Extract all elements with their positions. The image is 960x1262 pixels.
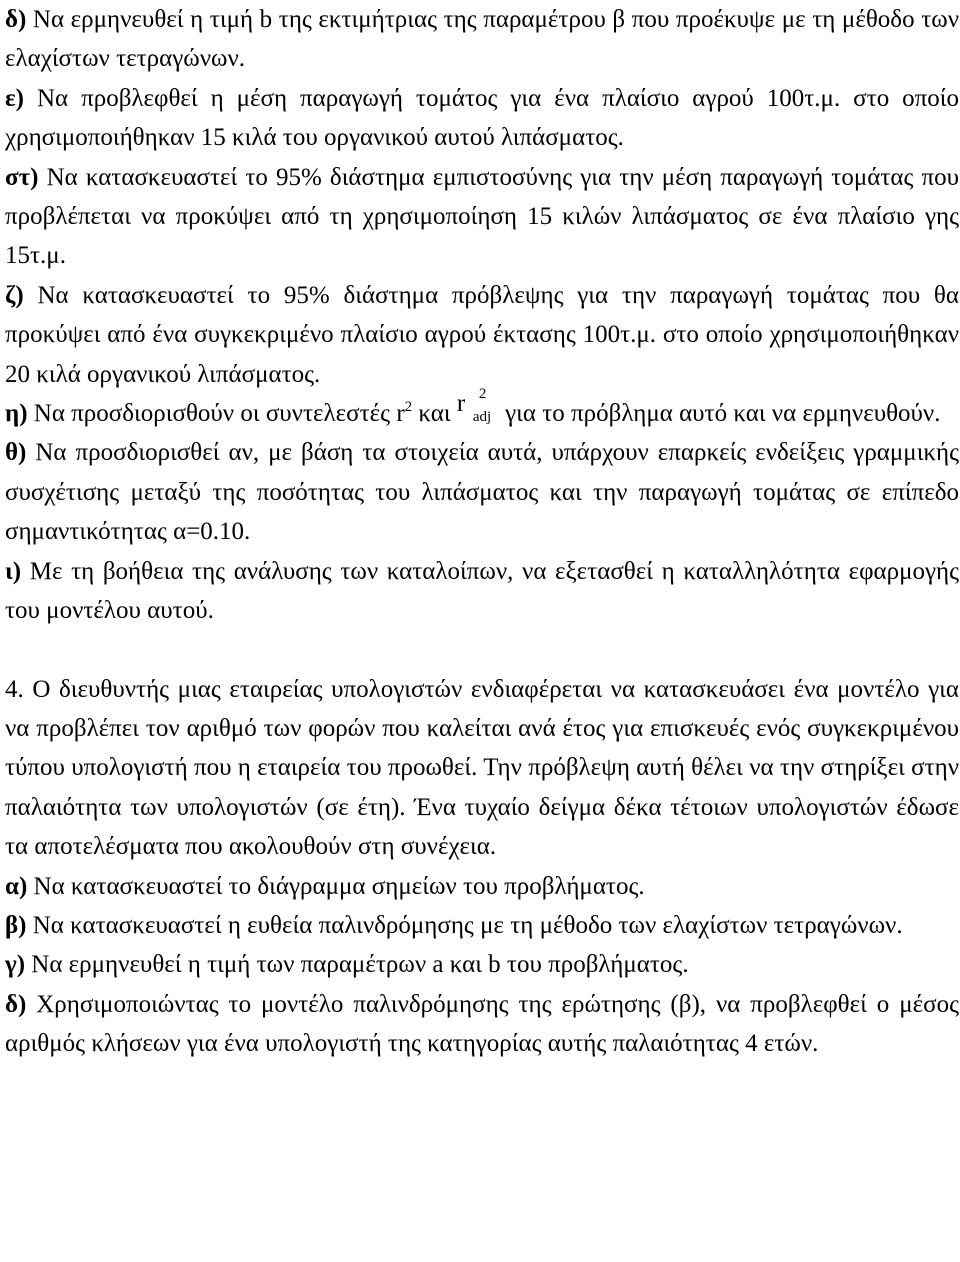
item-epsilon (5, 79, 959, 158)
document-page (5, 0, 959, 1064)
item-label: θ) (5, 439, 27, 467)
item-theta (5, 433, 959, 551)
item-label: α) (5, 872, 28, 900)
item-text: Να προβλεφθεί η μέση παραγωγή τομάτος για ένα πλαίσιο αγρού 100τ.μ. στο οποίο χρησιμοποιήθηκαν 15 κιλά του οργανικού αυτού λιπάσματος. (5, 84, 959, 152)
item-label: στ) (5, 163, 39, 191)
item-text: Να προσδιορισθούν οι συντελεστές (33, 400, 397, 428)
item-label: δ) (5, 6, 27, 33)
item-label: ι) (5, 557, 22, 585)
item-text: Με τη βοήθεια της ανάλυσης των καταλοίπων, να εξετασθεί η καταλληλότητα εφαρμογής του μοντέλου αυτού. (5, 557, 960, 625)
item-st (5, 158, 959, 276)
problem-4-item-delta (5, 985, 959, 1064)
problem-4-intro: 4. Ο διευθυντής μιας εταιρείας υπολογιστών ενδιαφέρεται να κατασκευάσει ένα μοντέλο για να προβλέπει τον αριθμό των φορών που καλείται ανά έτος για επισκευές ενός συγκεκριμένου τύπου υπολογιστή που η εταιρεία του προωθεί. Την πρόβλεψη αυτή θέλει να την στηρίξει στην παλαιότητα των υπολογιστών (σε έτη). Ένα τυχαίο δείγμα δέκα τέτοιων υπολογιστών έδωσε τα αποτελέσματα που ακολουθούν στη συνέχεια. (5, 675, 959, 861)
problem-4-item-alpha (5, 867, 959, 906)
item-text: Να κατασκευαστεί το 95% διάστημα εμπιστοσύνης για την μέση παραγωγή τομάτας που προβλέπεται να προκύψει από τη χρησιμοποίηση 15 κιλών λιπάσματος σε ένα πλαίσιο γης 15τ.μ. (5, 163, 959, 270)
item-text: Να κατασκευαστεί το 95% διάστημα πρόβλεψης για την παραγωγή τομάτας που θα προκύψει από ένα συγκεκριμένο πλαίσιο αγρού έκτασης 100τ.μ. στο οποίο χρησιμοποιήθηκαν 20 κιλά οργανικού λιπάσματος. (5, 281, 959, 388)
item-text: για το πρόβλημα αυτό και να ερμηνευθούν. (498, 400, 941, 428)
r-squared: $r^2$ (396, 399, 413, 428)
r-squared-adjusted: r 2 adj (456, 386, 492, 426)
item-label: η) (5, 400, 28, 428)
item-iota (5, 552, 959, 631)
item-label: β) (5, 911, 27, 939)
item-text: Να προσδιορισθεί αν, με βάση τα στοιχεία αυτά, υπάρχουν επαρκείς ενδείξεις γραμμικής συσχέτισης μεταξύ της ποσότητας του λιπάσματος και την παραγωγή τομάτας σε επίπεδο σημαντικότητας α=0.10. (5, 439, 960, 546)
item-label: ζ) (5, 281, 24, 309)
item-label: δ) (5, 990, 27, 1018)
item-text: Να ερμηνευθεί η τιμή των παραμέτρων a και b του προβλήματος. (31, 951, 689, 979)
section-gap (5, 631, 959, 670)
item-delta (5, 0, 959, 79)
item-label: γ) (5, 951, 26, 979)
item-eta (5, 386, 959, 433)
problem-4-item-gamma (5, 945, 959, 984)
item-text: Να κατασκευαστεί το διάγραμμα σημείων του προβλήματος. (33, 872, 645, 900)
item-text: Να ερμηνευθεί η τιμή b της εκτιμήτριας της παραμέτρου β που προέκυψε με τη μέθοδο των ελαχίστων τετραγώνων. (5, 6, 960, 73)
item-text: Χρησιμοποιώντας το μοντέλο παλινδρόμησης της ερώτησης (β), να προβλεφθεί ο μέσος αριθμός κλήσεων για ένα υπολογιστή της κατηγορίας αυτής παλαιότητας 4 ετών. (5, 990, 959, 1058)
problem-4-item-beta (5, 906, 959, 945)
item-label: ε) (5, 84, 25, 112)
item-text: και (412, 400, 457, 428)
item-text: Να κατασκευαστεί η ευθεία παλινδρόμησης με τη μέθοδο των ελαχίστων τετραγώνων. (32, 911, 903, 939)
